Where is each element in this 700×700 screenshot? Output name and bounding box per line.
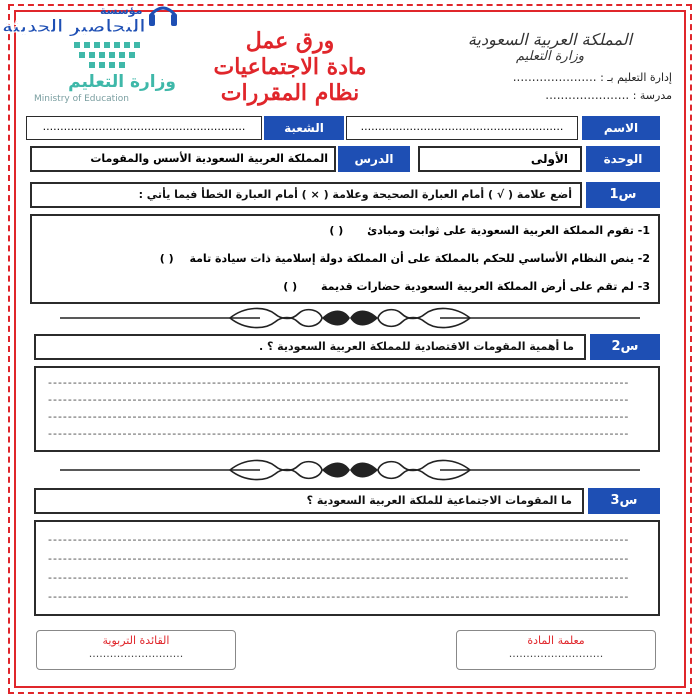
kingdom-header [420, 30, 680, 110]
q3-number: س3 [588, 488, 660, 514]
lesson-label: الدرس [338, 146, 410, 172]
q1-prompt: أضع علامة ( √ ) أمام العبارة الصحيحة وعلامة ( × ) أمام العبارة الخطأ فيما يأتي : [30, 182, 582, 208]
teacher-label: معلمة المادة [527, 634, 585, 647]
title-line-3: نظام المقررات [220, 80, 360, 106]
edu-dept-label: إدارة التعليم بـ : [600, 71, 672, 84]
q1-answer-blank[interactable]: ( ) [329, 224, 344, 237]
title-line-2: مادة الاجتماعيات [213, 54, 367, 80]
school-value[interactable]: ...................... [545, 88, 630, 102]
name-field[interactable]: .......................................................... [346, 116, 578, 140]
answer-line[interactable]: --------------------------------------------------------------------------------------------------------------------- [48, 393, 630, 406]
ministry-logo [34, 38, 184, 104]
answer-line[interactable]: --------------------------------------------------------------------------------------------------------------------- [48, 410, 630, 423]
watermark-icon [146, 2, 180, 32]
q3-prompt: ما المقومات الاجتماعية للملكة العربية السعودية ؟ [34, 488, 584, 514]
q1-item-2 [40, 252, 650, 265]
ornamental-divider [60, 306, 640, 330]
ministry-name-ar: وزارة التعليم [68, 72, 176, 92]
q1-answer-blank[interactable]: ( ) [283, 280, 298, 293]
answer-line[interactable]: --------------------------------------------------------------------------------------------------------------------- [48, 571, 630, 584]
teacher-signature-box[interactable] [456, 630, 656, 670]
answer-line[interactable]: --------------------------------------------------------------------------------------------------------------------- [48, 552, 630, 565]
watermark-brand-text: التحاضير الحديثة [2, 16, 146, 37]
publisher-watermark [0, 0, 190, 40]
name-label: الاسم [582, 116, 660, 140]
answer-line[interactable]: --------------------------------------------------------------------------------------------------------------------- [48, 376, 630, 389]
ministry-name-en: Ministry of Education [34, 94, 129, 104]
supervisor-label: القائدة التربوية [102, 634, 170, 647]
title-line-1: ورق عمل [245, 28, 335, 54]
supervisor-signature-box[interactable] [36, 630, 236, 670]
ministry-logo-icon [64, 38, 154, 74]
q1-item-3 [40, 280, 650, 293]
q1-answer-blank[interactable]: ( ) [159, 252, 174, 265]
watermark-small-text: مؤسسة [100, 4, 143, 17]
unit-field[interactable]: الأولى [418, 146, 582, 172]
q1-item-1 [40, 224, 650, 237]
answer-line[interactable]: --------------------------------------------------------------------------------------------------------------------- [48, 427, 630, 440]
q2-prompt: ما أهمية المقومات الاقتصادية للمملكة العربية السعودية ؟ . [34, 334, 586, 360]
q2-answer-box[interactable] [34, 366, 660, 452]
q1-number: س1 [586, 182, 660, 208]
worksheet-title [190, 28, 390, 108]
q2-number: س2 [590, 334, 660, 360]
section-field[interactable]: .......................................................... [26, 116, 262, 140]
q3-answer-box[interactable] [34, 520, 660, 616]
kingdom-ministry: وزارة التعليم [515, 49, 585, 64]
teacher-value[interactable]: ........................... [508, 647, 604, 660]
answer-line[interactable]: --------------------------------------------------------------------------------------------------------------------- [48, 533, 630, 546]
answer-line[interactable]: --------------------------------------------------------------------------------------------------------------------- [48, 590, 630, 603]
q1-item-text: 3- لم تقم على أرض المملكة العربية السعودية حضارات قديمة [320, 280, 650, 293]
q1-item-text: 1- تقوم المملكة العربية السعودية على ثوابت ومبادئ [367, 224, 650, 237]
kingdom-name: المملكة العربية السعودية [467, 30, 633, 49]
unit-label: الوحدة [586, 146, 660, 172]
ornamental-divider [60, 458, 640, 482]
school-label: مدرسة : [632, 89, 672, 102]
supervisor-value[interactable]: ........................... [88, 647, 184, 660]
lesson-field[interactable]: المملكة العربية السعودية الأسس والمقومات [30, 146, 336, 172]
q1-item-text: 2- ينص النظام الأساسي للحكم بالمملكة على أن المملكة دولة إسلامية ذات سيادة تامة [189, 252, 650, 265]
section-label: الشعبة [264, 116, 344, 140]
edu-dept-value[interactable]: ...................... [512, 70, 597, 84]
q1-items-box [30, 214, 660, 304]
